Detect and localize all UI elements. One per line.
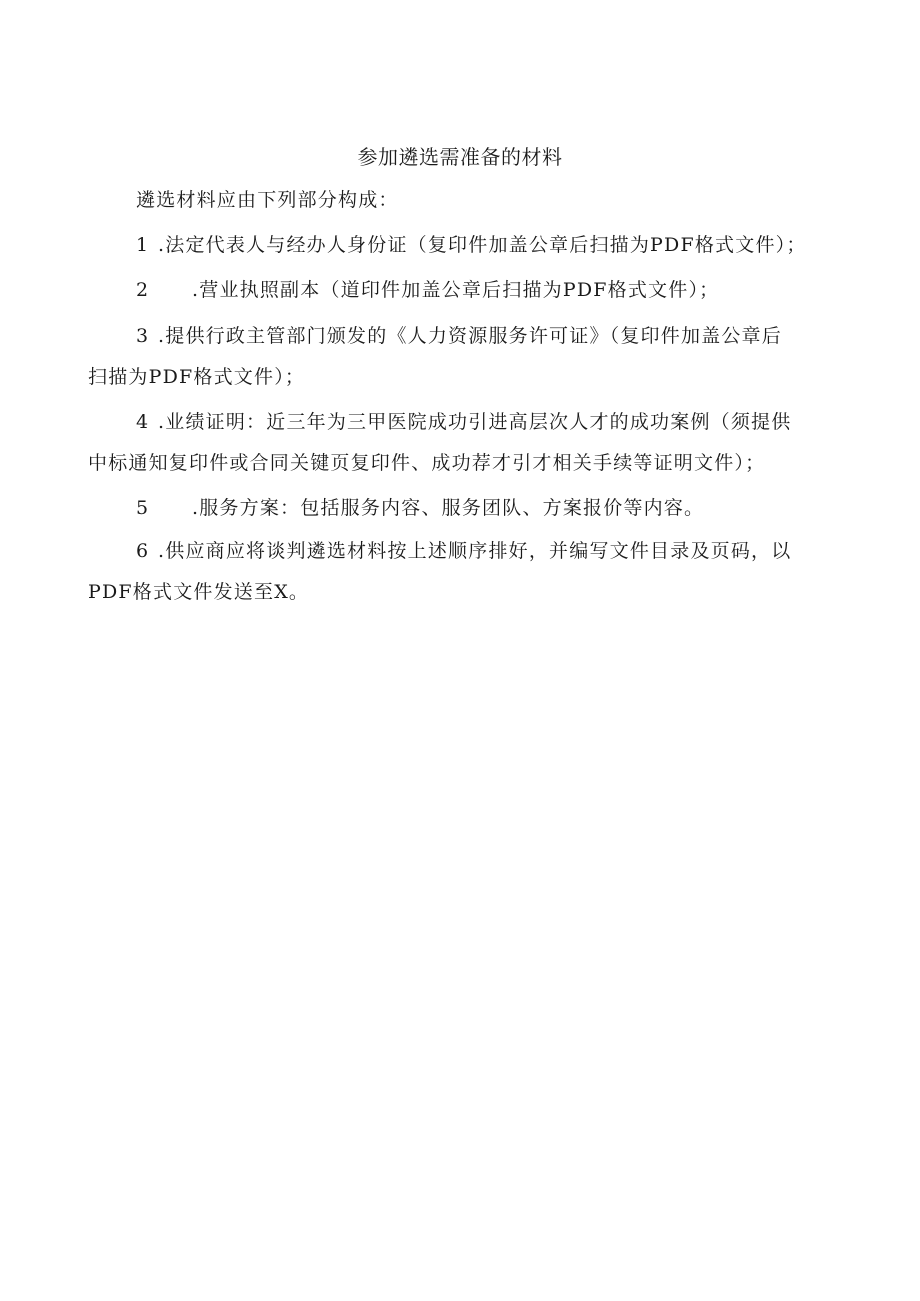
item-number: 2 xyxy=(136,279,150,301)
list-item-6 xyxy=(136,537,791,565)
list-item-2 xyxy=(136,276,719,304)
item-number: 1 xyxy=(136,234,150,256)
list-item-1 xyxy=(136,231,807,259)
item-text: .提供行政主管部门颁发的《人力资源服务许可证》（复印件加盖公章后 xyxy=(158,325,782,347)
document-title: 参加遴选需准备的材料 xyxy=(357,145,563,169)
list-item-3-continuation: 扫描为PDF格式文件）； xyxy=(88,366,306,388)
item-text: .业绩证明：近三年为三甲医院成功引进高层次人才的成功案例（须提供 xyxy=(158,411,792,433)
item-text: .法定代表人与经办人身份证（复印件加盖公章后扫描为PDF格式文件）； xyxy=(158,234,807,256)
list-item-4 xyxy=(136,408,791,436)
list-item-5 xyxy=(136,494,704,522)
item-number: 4 xyxy=(136,411,150,433)
item-text: .营业执照副本（道印件加盖公章后扫描为PDF格式文件）； xyxy=(192,279,720,301)
item-number: 3 xyxy=(136,325,150,347)
item-text: .供应商应将谈判遴选材料按上述顺序排好，并编写文件目录及页码，以 xyxy=(158,540,792,562)
item-number: 6 xyxy=(136,540,150,562)
intro-text: 遴选材料应由下列部分构成： xyxy=(136,189,399,211)
item-text: .服务方案：包括服务内容、服务团队、方案报价等内容。 xyxy=(192,497,705,519)
list-item-6-continuation: PDF格式文件发送至X。 xyxy=(88,581,310,603)
list-item-3 xyxy=(136,322,782,350)
item-number: 5 xyxy=(136,497,150,519)
list-item-4-continuation: 中标通知复印件或合同关键页复印件、成功荐才引才相关手续等证明文件）； xyxy=(88,452,766,474)
